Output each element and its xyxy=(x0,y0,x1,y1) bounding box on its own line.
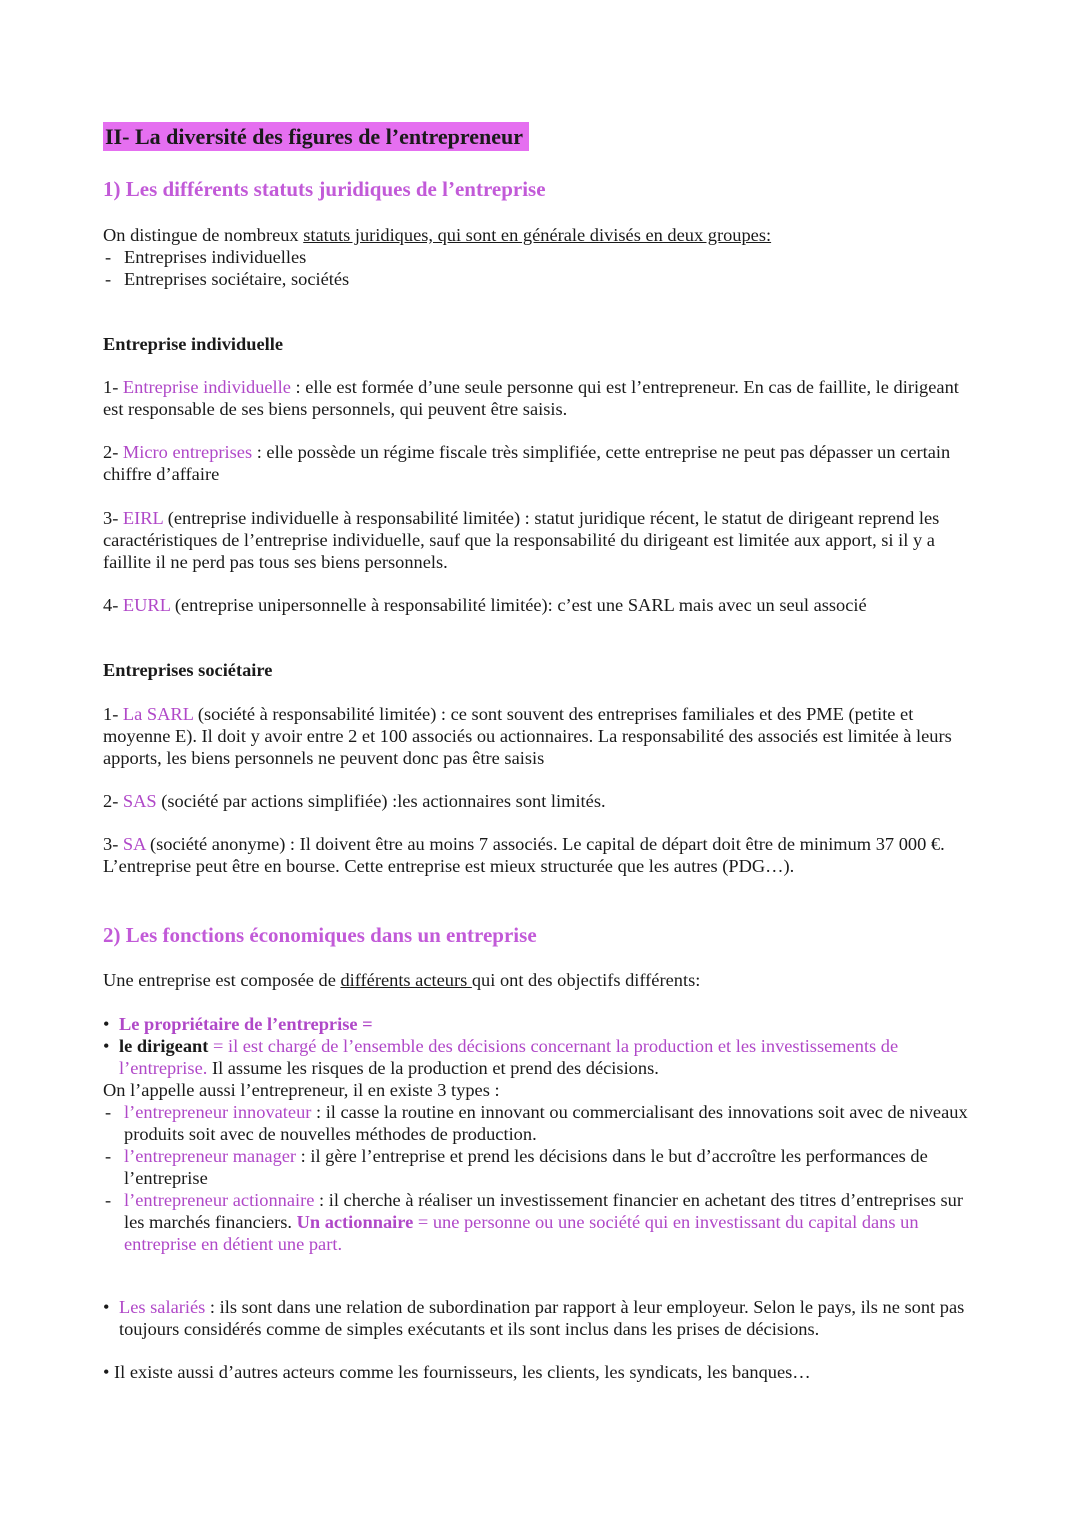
section1-heading: 1) Les différents statuts juridiques de l’entreprise xyxy=(103,177,546,201)
list-item: - Entreprises sociétaire, sociétés xyxy=(103,268,980,290)
section2-intro: Une entreprise est composée de différents acteurs qui ont des objectifs différents: xyxy=(103,970,701,990)
list-item: • Les salariés : ils sont dans une relation de subordination par rapport à leur employeur. Selon le pays, ils ne sont pas toujours considérés comme de simples exécutants et ils sont inclus dans les prises de décisions. xyxy=(103,1296,980,1340)
owner-list xyxy=(103,1013,980,1079)
individual-item-2: 2- Micro entreprises : elle possède un régime fiscale très simplifiée, cette entreprise ne peut pas dépasser un certain chiffre d’affaire xyxy=(103,442,951,484)
individual-item-4: 4- EURL (entreprise unipersonnelle à responsabilité limitée): c’est une SARL mais avec un seul associé xyxy=(103,595,867,615)
societal-item-2: 2- SAS (société par actions simplifiée) :les actionnaires sont limités. xyxy=(103,791,606,811)
intro-underlined: statuts juridiques, qui sont en générale divisés en deux groupes: xyxy=(303,225,772,245)
others-block: • Il existe aussi d’autres acteurs comme les fournisseurs, les clients, les syndicats, les banques… xyxy=(103,1362,811,1382)
individual-item-1: 1- Entreprise individuelle : elle est formée d’une seule personne qui est l’entrepreneur. En cas de faillite, le dirigeant est responsable de ses biens personnels, qui peuvent être saisis. xyxy=(103,377,959,419)
list-item: - l’entrepreneur innovateur : il casse la routine en innovant ou commercialisant des innovations soit avec de niveaux produits soit avec de nouvelles méthodes de production. xyxy=(103,1101,980,1145)
list-item: - Entreprises individuelles xyxy=(103,246,980,268)
intro-text: On distingue de nombreux xyxy=(103,225,304,245)
section1-intro xyxy=(103,224,980,290)
groups-list xyxy=(103,246,980,290)
list-item: • le dirigeant = il est chargé de l’ensemble des décisions concernant la production et les investissements de l’entreprise. Il assume les risques de la production et prend des décisions. xyxy=(103,1035,980,1079)
societal-item-3: 3- SA (société anonyme) : Il doivent être au moins 7 associés. Le capital de départ doit être de minimum 37 000 €. L’entreprise peut être en bourse. Cette entreprise est mieux structurée que les autres (PDG…). xyxy=(103,834,945,876)
list-item: - l’entrepreneur actionnaire : il cherche à réaliser un investissement financier en achetant des titres d’entreprises sur les marchés financiers. Un actionnaire = une personne ou une société qui en investissant du capital dans un entreprise en détient une part. xyxy=(103,1189,980,1255)
section2-heading: 2) Les fonctions économiques dans un entreprise xyxy=(103,923,537,947)
employees-block xyxy=(103,1296,980,1340)
section1-heading-block xyxy=(103,178,980,201)
actors-block xyxy=(103,1013,980,1255)
list-item: - l’entrepreneur manager : il gère l’entreprise et prend les décisions dans le but d’accroître les performances de l’entreprise xyxy=(103,1145,980,1189)
individual-heading: Entreprise individuelle xyxy=(103,334,284,354)
page-title-block xyxy=(103,126,980,149)
societal-item-1: 1- La SARL (société à responsabilité limitée) : ce sont souvent des entreprises familiales et des PME (petite et moyenne E). Il doit y avoir entre 2 et 100 associés ou actionnaires. La responsabilité des associés est limitée à leurs apports, les biens personnels ne peuvent donc pas être saisis xyxy=(103,704,952,768)
types-intro: On l’appelle aussi l’entrepreneur, il en existe 3 types : xyxy=(103,1080,500,1100)
individual-item-3: 3- EIRL (entreprise individuelle à responsabilité limitée) : statut juridique récent, le statut de dirigeant reprend les caractéristiques de l’entreprise individuelle, sauf que la responsabilité du dirigeant est limitée aux apport, si il y a faillite il ne perd pas tous ses biens personnels. xyxy=(103,508,940,572)
types-list xyxy=(103,1101,980,1255)
list-item: • Le propriétaire de l’entreprise = xyxy=(103,1013,980,1035)
societal-heading: Entreprises sociétaire xyxy=(103,660,273,680)
others-text: Il existe aussi d’autres acteurs comme les fournisseurs, les clients, les syndicats, les banques… xyxy=(114,1362,811,1382)
page-title: II- La diversité des figures de l’entrepreneur xyxy=(103,122,529,151)
section2-heading-block xyxy=(103,924,980,947)
